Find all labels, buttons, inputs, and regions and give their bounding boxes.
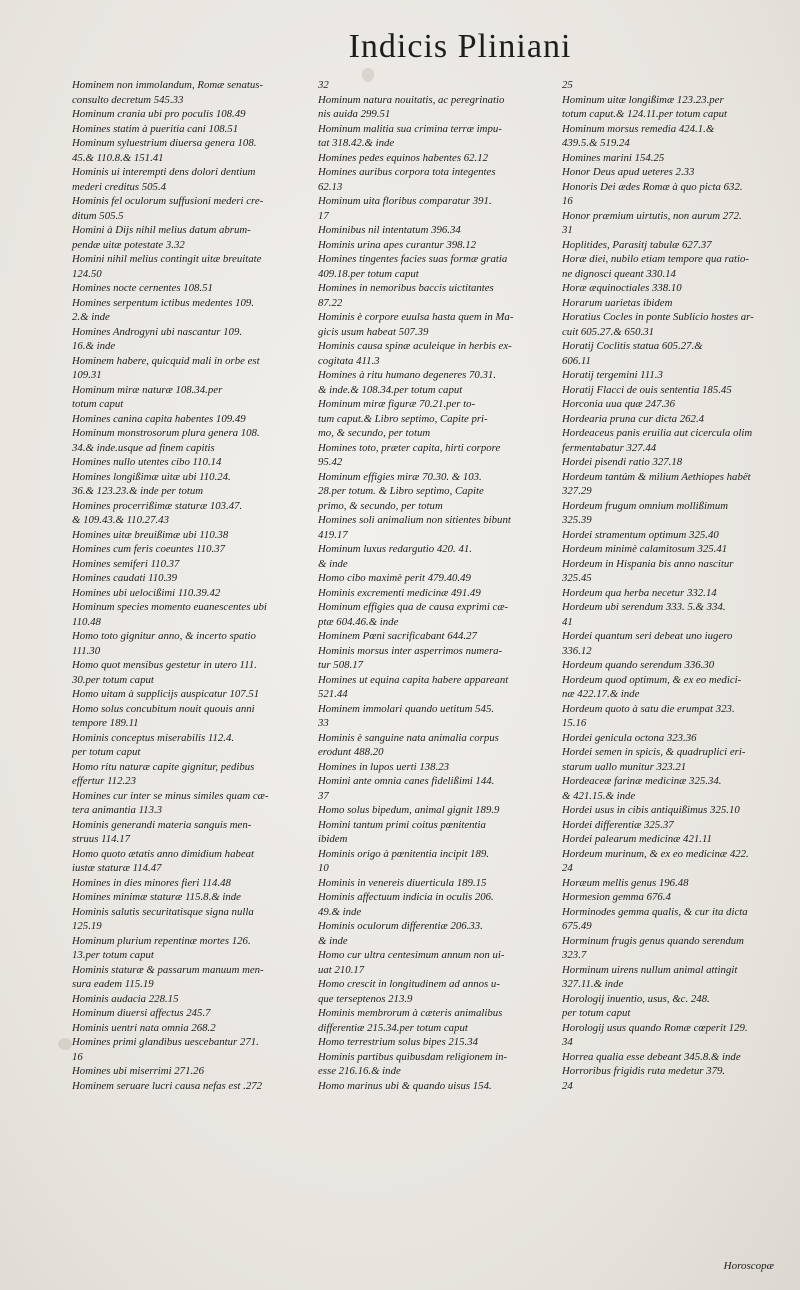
index-entry: Homines longißimæ uitæ ubi 110.24. 36.& 123.23.& inde per totum [72, 470, 231, 497]
page-title: Indicis Pliniani [348, 28, 572, 65]
index-entry: Hominum uitæ longißimæ 123.23.per totum caput.& 124.11.per totum caput [562, 93, 728, 120]
index-entry: Homini à Dijs nihil melius datum abrum- pendæ uitæ potestate 3.32 [72, 224, 251, 251]
index-entry: Homines ubi uelocißimi 110.39.42 [72, 586, 221, 599]
index-entry: Homines procerrißimæ staturæ 103.47. & 109.43.& 110.27.43 [72, 499, 243, 526]
index-entry: Homo crescit in longitudinem ad annos u- que terseptenos 213.9 [318, 978, 500, 1005]
index-entry: Homines semiferi 110.37 [72, 557, 180, 570]
index-entry: Hominum syluestrium diuersa genera 108. 45.& 110.8.& 151.41 [72, 137, 257, 164]
index-entry: Hominis oculorum differentiæ 206.33. & inde [318, 920, 483, 947]
index-entry: Horæum mellis genus 196.48 [562, 876, 689, 889]
index-entry: Hominum monstrosorum plura genera 108. 34.& inde.usque ad finem capitis [72, 427, 260, 454]
index-entry: Hominis urina apes curantur 398.12 [318, 238, 477, 251]
index-entry: Hominis staturæ & passarum manuum men- sura eadem 115.19 [72, 963, 264, 990]
index-entry: Homines à ritu humano degeneres 70.31. & inde.& 108.34.per totum caput [318, 369, 497, 396]
index-entry: Homo solus bipedum, animal gignit 189.9 [318, 804, 500, 816]
index-entry: Hordeum in Hispania bis anno nascitur 325.45 [562, 557, 734, 584]
index-entry: Homines minimæ staturæ 115.8.& inde [72, 891, 241, 903]
index-entry: Hominum species momento euanescentes ubi 110.48 [72, 601, 267, 628]
index-entry: Homines Androgyni ubi nascantur 109. 16.& inde [72, 325, 243, 352]
index-entry: Homines in lupos uerti 138.23 [318, 760, 450, 773]
index-entry: Horconia uua quæ 247.36 [562, 398, 675, 410]
index-entry: Homines nocte cernentes 108.51 [72, 282, 213, 294]
index-entry: Horminum frugis genus quando serendum 323.7 [562, 934, 744, 961]
index-entry: Hordei pisendi ratio 327.18 [562, 456, 683, 468]
index-entry: Honor præmium uirtutis, non aurum 272. 31 [562, 209, 742, 236]
index-entry: Homines marini 154.25 [562, 151, 665, 164]
index-column-2 [318, 78, 550, 1093]
index-entry: Hominum malitia sua crimina terræ impu- tat 318.42.& inde [318, 122, 502, 149]
index-entry: Homines nullo utentes cibo 110.14 [72, 456, 222, 468]
index-entry: Homines in nemoribus baccis uictitantes 87.22 [318, 282, 494, 309]
index-entry: Hominis causa spinæ aculeique in herbis ex- cogitata 411.3 [318, 340, 512, 367]
index-entry: Honor Deus apud ueteres 2.33 [562, 166, 695, 178]
index-entry: Hominum miræ figuræ 70.21.per to- tum caput.& Libro septimo, Capite pri- mo, & secundo, per totum [318, 398, 488, 439]
index-entry: Hominum effigies miræ 70.30. & 103. 28.per totum. & Libro septimo, Capite primo, & secundo, per totum [318, 470, 484, 512]
index-entry: Hordeaceus panis eruilia aut cicercula olim fermentabatur 327.44 [562, 427, 753, 454]
index-entry: Hordei usus in cibis antiquißimus 325.10 [562, 804, 740, 816]
index-entry: Hordei quantum seri debeat uno iugero 336.12 [562, 630, 733, 657]
index-entry: Hominis morsus inter asperrimos numera- tur 508.17 [318, 644, 503, 671]
index-entry: Homini tantum primi coitus pœnitentia ibidem [318, 818, 486, 845]
index-entry: Hominum diuersi affectus 245.7 [72, 1007, 211, 1019]
index-entry: Horologij inuentio, usus, &c. 248. per totum caput [562, 992, 710, 1019]
index-entry: Horæ æquinoctiales 338.10 [562, 282, 682, 294]
index-entry: Hordei semen in spicis, & quadruplici eri- starum uallo munitur 323.21 [562, 746, 746, 773]
index-entry: Homines uitæ breuißimæ ubi 110.38 [72, 528, 229, 541]
index-entry: Horatij Flacci de ouis sententia 185.45 [562, 383, 732, 396]
index-entry: Hormesion gemma 676.4 [562, 891, 671, 903]
index-entry: Hominem seruare lucri causa nefas est .272 [72, 1079, 263, 1092]
index-entry: Hominis audacia 228.15 [72, 992, 179, 1005]
index-entry: Hominum uita floribus comparatur 391. 17 [318, 195, 492, 222]
index-entry: Hordei genicula octona 323.36 [562, 731, 697, 744]
index-column-1 [72, 78, 304, 1093]
index-entry: Hominis origo à pœnitentia incipit 189. 10 [318, 847, 489, 874]
index-entry: Homo toto gignitur anno, & incerto spatio 111.30 [72, 630, 256, 657]
index-entry: Homines caudati 110.39 [72, 572, 178, 584]
index-entry: Homines toto, præter capita, hirti corpore 95.42 [318, 441, 501, 468]
index-entry: Hordeum murinum, & ex eo medicinæ 422. 24 [562, 847, 749, 874]
index-entry: Homines auribus corpora tota integentes 62.13 [318, 166, 496, 193]
index-entry: Hordeum ubi serendum 333. 5.& 334. 41 [562, 601, 726, 628]
index-entry: Hordeum tantúm & milium Aethiopes habët 327.29 [562, 470, 751, 497]
index-entry: Homines ubi miserrimi 271.26 [72, 1065, 204, 1077]
index-entry: Hominis è sanguine nata animalia corpus erodunt 488.20 [318, 731, 499, 758]
index-entry: Horologij usus quando Romæ cœperit 129. 34 [562, 1021, 748, 1048]
index-entry: Hominis excrementi medicinæ 491.49 [318, 586, 481, 599]
index-entry: Hominum miræ naturæ 108.34.per totum caput [72, 383, 223, 410]
index-entry: Hordeum qua herba necetur 332.14 [562, 586, 717, 599]
index-entry: Homo solus concubitum nouit quouis anni tempore 189.11 [72, 702, 255, 729]
index-entry: Hordeum minimè calamitosum 325.41 [562, 543, 728, 555]
index-entry: Homini ante omnia canes fidelißimi 144. 37 [318, 775, 495, 802]
index-entry: Homines statim à pueritia cani 108.51 [72, 122, 239, 135]
index-entry: Homines serpentum ictibus medentes 109. 2.& inde [72, 296, 255, 323]
index-entry: Hordei palearum medicinæ 421.11 [562, 833, 712, 845]
index-entry: Homo uitam à supplicijs auspicatur 107.51 [72, 688, 260, 700]
index-entry: Horminodes gemma qualis, & cur ita dicta 675.49 [562, 905, 748, 932]
index-entry: Homines cum feris coeuntes 110.37 [72, 543, 226, 555]
index-entry: Hominis conceptus miserabilis 112.4. per totum caput [72, 731, 235, 758]
index-entry: Hordeum quoto à satu die erumpat 323. 15.16 [562, 702, 735, 729]
index-entry: Horatij tergemini 111.3 [562, 369, 663, 381]
index-entry: 25 [562, 79, 573, 91]
index-entry: Horroribus frigidis ruta medetur 379. 24 [562, 1065, 726, 1092]
index-entry: Hominis generandi materia sanguis men- struus 114.17 [72, 818, 252, 845]
index-entry: Hominis uentri nata omnia 268.2 [72, 1021, 216, 1034]
index-entry: Hordeum quod optimum, & ex eo medici- næ 422.17.& inde [562, 673, 742, 700]
index-entry: Hominis fel oculorum suffusioni mederi cre- ditum 505.5 [72, 195, 264, 222]
index-entry: Hordei stramentum optimum 325.40 [562, 528, 719, 541]
index-entry: Homo cur ultra centesimum annum non ui- uat 210.17 [318, 949, 505, 976]
index-entry: Hominis salutis securitatisque signa nulla 125.19 [72, 905, 254, 932]
index-entry: Hominis ui interempti dens dolori dentium mederi creditus 505.4 [72, 166, 256, 193]
index-entry: Hominem Pœni sacrificabant 644.27 [318, 630, 477, 642]
index-entry: Homo quoto ætatis anno dimidium habeat iustæ staturæ 114.47 [72, 847, 255, 874]
index-entry: Horarum uarietas ibidem [562, 296, 673, 309]
index-entry: Hordeum quando serendum 336.30 [562, 659, 715, 671]
index-entry: Hordei differentiæ 325.37 [562, 818, 674, 831]
index-entry: Hoplitides, Parasitj tabulæ 627.37 [562, 238, 712, 251]
index-entry: Homines canina capita habentes 109.49 [72, 412, 246, 425]
index-entry: Homo terrestrium solus bipes 215.34 [318, 1036, 479, 1048]
catchword: Horoscopæ [723, 1260, 774, 1272]
index-entry: Hominum effigies qua de causa exprimi cæ- ptæ 604.46.& inde [318, 601, 509, 628]
index-entry: Homini nihil melius contingit uitæ breuitate 124.50 [72, 253, 262, 280]
index-entry: Hominum luxus redargutio 420. 41. & inde [318, 543, 472, 570]
index-entry: Hominis è corpore euulsa hasta quem in Ma- gicis usum habeat 507.39 [318, 311, 514, 338]
ink-stain [58, 1038, 72, 1050]
index-entry: Homines tingentes facies suas formæ gratia 409.18.per totum caput [318, 253, 508, 280]
index-entry: Hominis affectuum indicia in oculis 206. 49.& inde [318, 891, 494, 918]
index-entry: Horrea qualia esse debeant 345.8.& inde [562, 1050, 741, 1063]
index-entry: Homo cibo maximè perit 479.40.49 [318, 572, 471, 584]
index-entry: Homines in dies minores fieri 114.48 [72, 876, 231, 889]
index-entry: Horæ diei, nubilo etiam tempore qua ratio- ne dignosci queant 330.14 [562, 253, 750, 280]
index-entry: Homines ut equina capita habere appareant 521.44 [318, 673, 509, 700]
index-entry: 32 [318, 79, 329, 91]
index-entry: Hominum crania ubi pro poculis 108.49 [72, 108, 246, 120]
index-entry: Hominem immolari quando uetitum 545. 33 [318, 702, 495, 729]
index-entry: Hordeaceæ farinæ medicinæ 325.34. & 421.15.& inde [562, 775, 722, 802]
index-entry: Horatij Coclitis statua 605.27.& 606.11 [562, 340, 703, 367]
index-entry: Homo quot mensibus gestetur in utero 111. 30.per totum caput [72, 659, 257, 686]
index-column-3 [562, 78, 794, 1093]
index-entry: Hordeum frugum omnium mollißimum 325.39 [562, 499, 729, 526]
index-entry: Hominis membrorum à cæteris animalibus differentiæ 215.34.per totum caput [318, 1007, 503, 1034]
index-entry: Homines soli animalium non sitientes bibunt 419.17 [318, 514, 511, 541]
index-entry: Honoris Dei ædes Romæ à quo picta 632. 16 [562, 180, 743, 207]
index-entry: Hominibus nil intentatum 396.34 [318, 224, 461, 236]
index-entry: Homines cur inter se minus similes quam cæ- tera animantia 113.3 [72, 789, 269, 816]
index-entry: Hominis in venereis diuerticula 189.15 [318, 876, 487, 889]
index-entry: Hominis partibus quibusdam religionem in- esse 216.16.& inde [318, 1050, 508, 1077]
index-entry: Homines primi glandibus uescebantur 271. 16 [72, 1036, 259, 1063]
index-entry: Hominum morsus remedia 424.1.& 439.5.& 519.24 [562, 122, 715, 149]
index-entry: Hominum plurium repentinæ mortes 126. 13.per totum caput [72, 934, 251, 961]
index-entry: Hominem non immolandum, Romæ senatus- consulto decretum 545.33 [72, 79, 264, 106]
index-entry: Horatius Cocles in ponte Sublicio hostes ar- cuit 605.27.& 650.31 [562, 311, 754, 338]
index-entry: Hordearia pruna cur dicta 262.4 [562, 412, 705, 425]
index-entry: Homines pedes equinos habentes 62.12 [318, 151, 489, 164]
index-entry: Homo marinus ubi & quando uisus 154. [318, 1079, 492, 1092]
index-entry: Hominum natura nouitatis, ac peregrinatio nis auida 299.51 [318, 93, 505, 120]
index-entry: Homo ritu naturæ capite gignitur, pedibus effertur 112.23 [72, 760, 255, 787]
index-entry: Hominem habere, quicquid mali in orbe est 109.31 [72, 354, 260, 381]
index-entry: Horminum uirens nullum animal attingit 327.11.& inde [562, 963, 738, 990]
